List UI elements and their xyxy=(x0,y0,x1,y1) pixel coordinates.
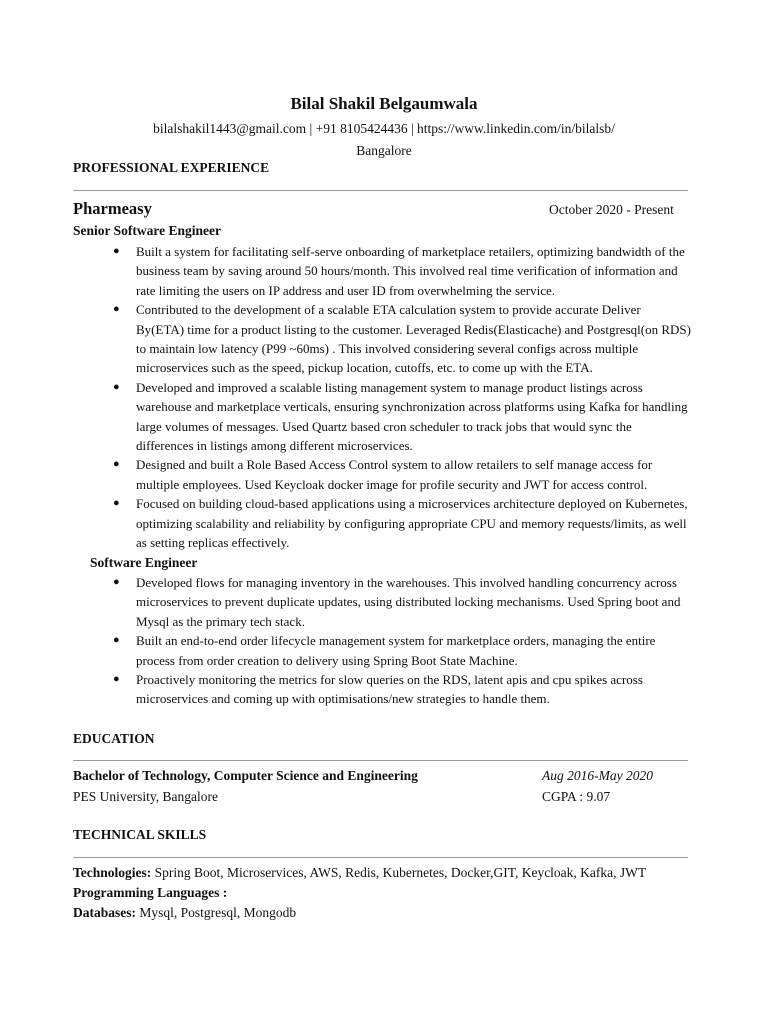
list-item: ● Proactively monitoring the metrics for slow queries on the RDS, latent apis and cpu spikes across microservices and coming up with optimisations/new strategies to handle them. xyxy=(113,672,643,707)
school: PES University, Bangalore xyxy=(73,789,218,804)
bullet-icon: ● xyxy=(113,303,120,316)
location: Bangalore xyxy=(356,143,412,158)
list-item: ● Focused on building cloud-based applications using a microservices architecture deployed on Kubernetes, optimizing scalability and reliability by configuring appropriate CPU and memory requests/limits, as well as setting replicas effectively. xyxy=(113,496,688,551)
list-item: ● Contributed to the development of a scalable ETA calculation system to provide accurate Deliver By(ETA) time for a product listing to the customer. Leveraged Redis(Elasticache) and Postgresql(on RDS) to maintain low latency (P99 ~60ms) . This involved considering several configs across multiple microservices such as the speed, pickup location, cutoffs, etc. to come up with the ETA. xyxy=(113,302,691,376)
contact-line: bilalshakil1443@gmail.com | +91 8105424436 | https://www.linkedin.com/in/bilalsb/ xyxy=(153,121,615,136)
company-name: Pharmeasy xyxy=(73,199,152,218)
section-divider xyxy=(73,857,688,858)
skills-technologies-label: Technologies: xyxy=(73,865,152,880)
section-heading-education: EDUCATION xyxy=(73,731,155,746)
skills-technologies-value: Spring Boot, Microservices, AWS, Redis, Kubernetes, Docker,GIT, Keycloak, Kafka, JWT xyxy=(151,865,647,880)
skills-languages xyxy=(73,885,227,901)
bullet-icon: ● xyxy=(113,576,120,588)
section-heading-skills: TECHNICAL SKILLS xyxy=(73,827,207,842)
role-title: Software Engineer xyxy=(90,555,198,570)
section-divider xyxy=(73,190,688,191)
bullet-icon: ● xyxy=(113,673,120,686)
employment-dates: October 2020 - Present xyxy=(549,202,674,217)
bullet-icon: ● xyxy=(113,458,120,471)
list-item: ● Designed and built a Role Based Access Control system to allow retailers to self manage access for multiple employees. Used Keycloak docker image for profile security and JWT for access control. xyxy=(113,457,653,492)
education-dates: Aug 2016-May 2020 xyxy=(542,768,653,783)
section-heading-experience: PROFESSIONAL EXPERIENCE xyxy=(73,160,270,175)
section-divider xyxy=(73,760,688,761)
gpa: CGPA : 9.07 xyxy=(542,789,611,804)
skills-databases-value: Mysql, Postgresql, Mongodb xyxy=(136,905,297,920)
skills-databases xyxy=(73,905,296,921)
bullet-icon: ● xyxy=(113,497,120,510)
list-item: ● Built a system for facilitating self-serve onboarding of marketplace retailers, optimizing bandwidth of the business team by saving around 50 hours/month. This involved real time verification of information and rate limiting the users on IP address and user ID from overwhelming the service. xyxy=(113,244,685,298)
bullet-icon: ● xyxy=(113,380,120,393)
list-item: ● Developed and improved a scalable listing management system to manage product listings across warehouse and marketplace verticals, ensuring synchronization across platforms using Kafka for handling large volumes of messages. Used Quartz based cron scheduler to track jobs that would sync the differences in listings among different microservices. xyxy=(113,379,688,454)
list-item: ● Developed flows for managing inventory in the warehouses. This involved handling concurrency across microservices to prevent duplicate updates, using distributed locking mechanisms. Used Spring boot and Mysql as the primary tech stack. xyxy=(113,575,681,629)
skills-technologies xyxy=(73,865,646,881)
role-title: Senior Software Engineer xyxy=(73,223,221,238)
skills-databases-label: Databases: xyxy=(73,905,136,920)
role-bullets xyxy=(73,573,691,709)
bullet-icon: ● xyxy=(113,245,120,257)
bullet-icon: ● xyxy=(113,634,120,647)
skills-languages-label: Programming Languages : xyxy=(73,885,228,900)
candidate-name: Bilal Shakil Belgaumwala xyxy=(290,94,478,113)
degree: Bachelor of Technology, Computer Science and Engineering xyxy=(73,768,418,783)
role-bullets xyxy=(73,242,691,553)
list-item: ● Built an end-to-end order lifecycle management system for marketplace orders, managing the entire process from order creation to delivery using Spring Boot State Machine. xyxy=(113,633,656,668)
